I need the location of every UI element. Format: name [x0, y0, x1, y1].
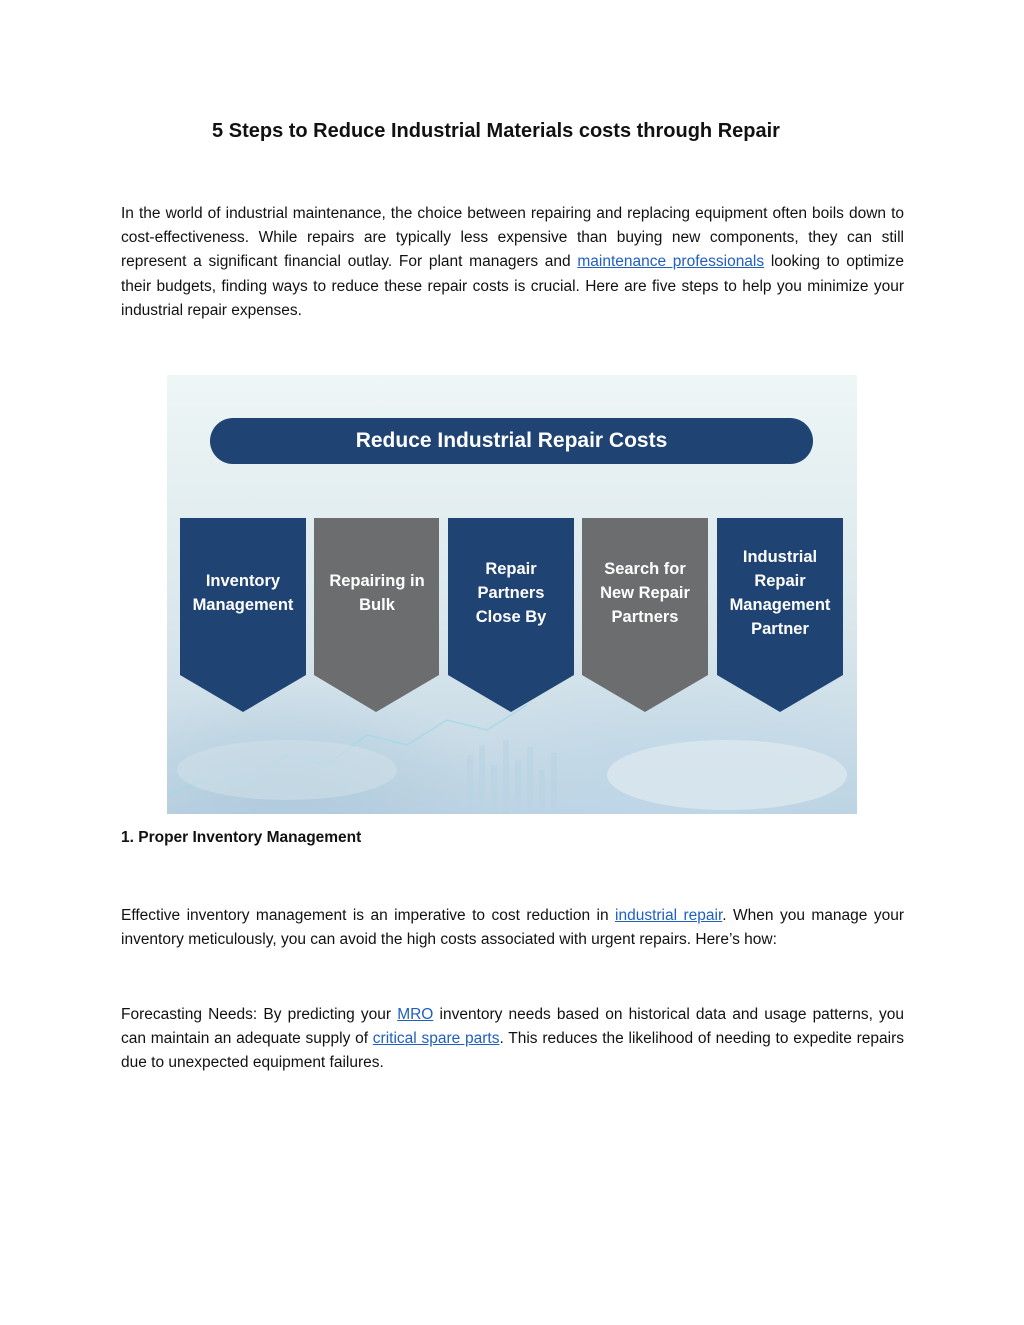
- step-label-repairing-in-bulk: Repairing in Bulk: [329, 572, 425, 614]
- step-label-search-new-repair-partners: Search for New Repair Partners: [600, 560, 690, 626]
- step-label-inventory-management: Inventory Management: [192, 572, 294, 614]
- maintenance-professionals-link[interactable]: maintenance professionals: [577, 253, 765, 271]
- step-label-repair-partners-close-by: Repair Partners Close By: [475, 560, 547, 626]
- section-heading: 1. Proper Inventory Management: [121, 829, 362, 846]
- section-paragraph-2: Forecasting Needs: By predicting your MRO inventory needs based on historical data and usage patterns, you can maintain an adequate supply of critical spare parts. This reduces the likelihood of needing to expedite repairs due to unexpected equipment failures.: [121, 1006, 904, 1072]
- infographic-image: [167, 375, 857, 814]
- section-paragraph-1: Effective inventory management is an imperative to cost reduction in industrial repair. When you manage your inventory meticulously, you can avoid the high costs associated with urgent repairs. Here’s how:: [121, 907, 904, 949]
- step-label-industrial-repair-management-partner: Industrial Repair Management Partner: [729, 548, 831, 638]
- intro-paragraph: In the world of industrial maintenance, the choice between repairing and replacing equipment often boils down to cost-effectiveness. While repairs are typically less expensive than buying new components, they can still represent a significant financial outlay. For plant managers and maintenance professionals looking to optimize their budgets, finding ways to reduce these repair costs is crucial. Here are five steps to help you minimize your industrial repair expenses.: [121, 205, 904, 319]
- page-title: 5 Steps to Reduce Industrial Materials costs through Repair: [212, 120, 780, 142]
- mro-link[interactable]: MRO: [397, 1006, 434, 1023]
- infographic-banner: Reduce Industrial Repair Costs: [210, 418, 813, 464]
- critical-spare-parts-link[interactable]: critical spare parts: [372, 1030, 500, 1048]
- industrial-repair-link[interactable]: industrial repair: [615, 907, 723, 924]
